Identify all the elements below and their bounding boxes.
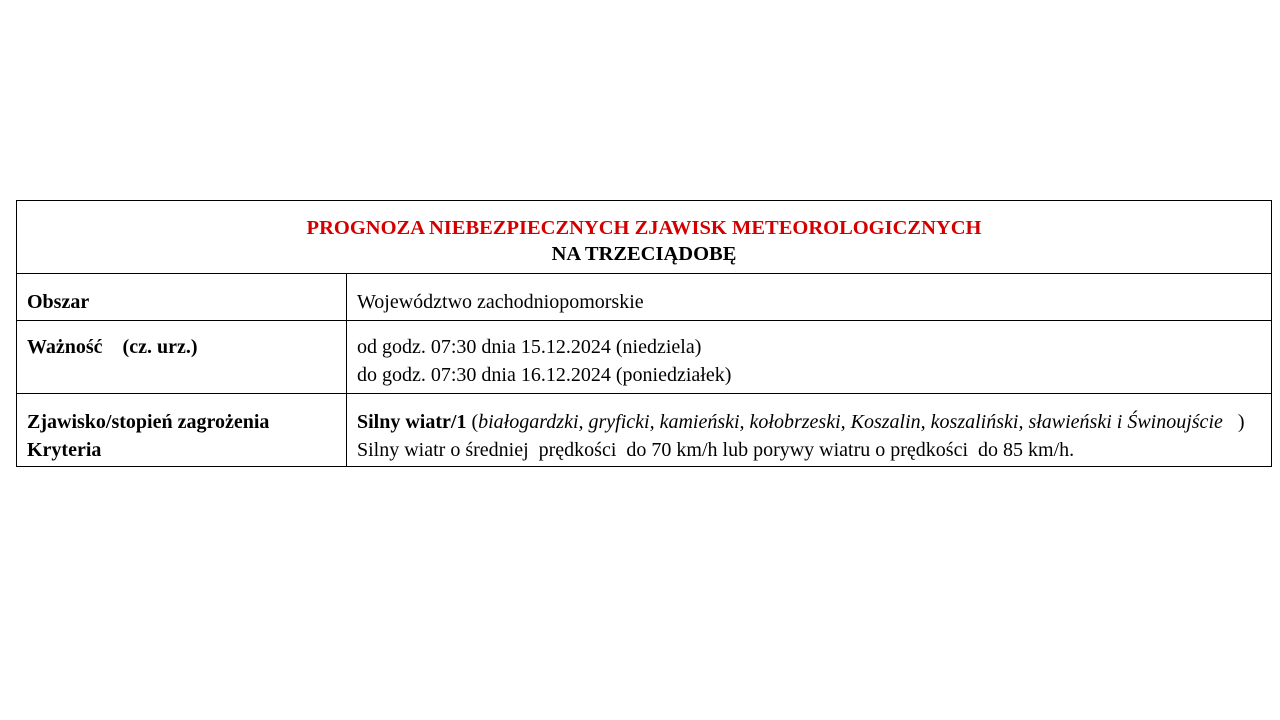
document-subtitle: NA TRZECIĄDOBĘ [551,243,737,265]
warning-table [16,200,1272,467]
validity-from: od godz. 07:30 dnia 15.12.2024 (niedziela) [357,336,702,358]
table-row-zjawisko [17,394,1271,466]
table-header [17,201,1271,274]
row-value-waznosc [347,321,1271,393]
affected-areas: białogardzki, gryficki, kamieński, kołobrzeski, Koszalin, koszaliński, sławieński i Świnoujście [478,411,1223,433]
phenomenon-name: Silny wiatr/1 [357,411,467,433]
document-title: PROGNOZA NIEBEZPIECZNYCH ZJAWISK METEOROLOGICZNYCH [306,217,982,239]
open-paren: ( [466,411,479,433]
table-row-obszar [17,274,1271,321]
label-phenomenon-level: Zjawisko/stopień zagrożenia [27,411,270,433]
row-label-obszar: Obszar [17,274,347,320]
criteria-text: Silny wiatr o średniej prędkości do 70 km/h lub porywy wiatru o prędkości do 85 km/h. [357,439,1075,461]
validity-to: do godz. 07:30 dnia 16.12.2024 (poniedziałek) [357,364,732,386]
phenomenon-description [357,408,1261,436]
table-row-waznosc [17,321,1271,394]
label-criteria: Kryteria [27,439,102,461]
row-value-zjawisko [347,394,1271,466]
close-paren: ) [1222,411,1245,433]
row-label-zjawisko [17,394,347,466]
row-value-obszar: Województwo zachodniopomorskie [357,291,644,313]
row-label-waznosc: Ważność (cz. urz.) [17,321,347,393]
